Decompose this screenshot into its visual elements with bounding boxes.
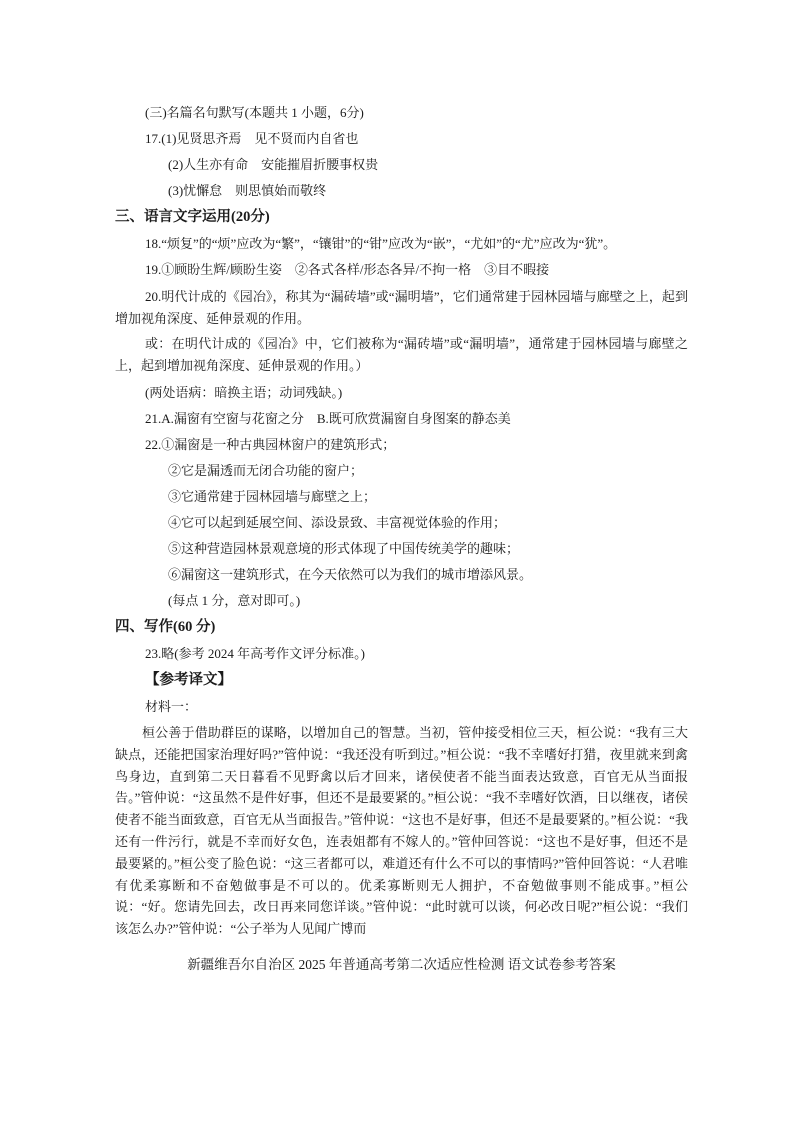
answer-17-2: (2)人生亦有命 安能摧眉折腰事权贵 bbox=[168, 157, 379, 172]
answer-17-3: (3)忧懈怠 则思慎始而敬终 bbox=[168, 183, 327, 198]
answer-20-alternative: 或：在明代计成的《园冶》中，它们被称为“漏砖墙”或“漏明墙”，通常建于园林园墙与廊壁之上，起到增加视角深度、延伸景观的作用。） bbox=[115, 336, 688, 373]
answer-22-item-2: ②它是漏透而无闭合功能的窗户； bbox=[168, 463, 364, 478]
section-header-writing: 四、写作(60 分) bbox=[115, 619, 216, 635]
section-header-language-use: 三、语言文字运用(20分) bbox=[115, 209, 270, 225]
answer-22-item-5: ⑤这种营造园林景观意境的形式体现了中国传统美学的趣味； bbox=[168, 541, 520, 556]
answer-23: 23.略(参考 2024 年高考作文评分标准。) bbox=[145, 646, 365, 661]
answer-19: 19.①顾盼生辉/顾盼生姿 ②各式各样/形态各异/不拘一格 ③目不暇接 bbox=[145, 262, 550, 277]
answer-22-item-3: ③它通常建于园林园墙与廊壁之上； bbox=[168, 489, 377, 504]
answer-22-item-1: 22.①漏窗是一种古典园林窗户的建筑形式； bbox=[145, 437, 396, 452]
answer-17-1: 17.(1)见贤思齐焉 见不贤而内自省也 bbox=[145, 131, 359, 146]
section-header-mingju-moxie: (三)名篇名句默写(本题共 1 小题，6分) bbox=[145, 105, 364, 120]
answer-18: 18.“烦复”的“烦”应改为“繁”，“镶钳”的“钳”应改为“嵌”，“尤如”的“尤”应改为“犹”。 bbox=[145, 236, 617, 251]
answer-21: 21.A.漏窗有空窗与花窗之分 B.既可欣赏漏窗自身图案的静态美 bbox=[145, 411, 511, 426]
answer-22-item-4: ④它可以起到延展空间、添设景致、丰富视觉体验的作用； bbox=[168, 515, 507, 530]
answer-20-note: (两处语病：暗换主语；动词残缺。) bbox=[145, 385, 343, 400]
footer-document-title: 新疆维吾尔自治区 2025 年普通高考第二次适应性检测 语文试卷参考答案 bbox=[187, 956, 616, 972]
answer-22-item-6: ⑥漏窗这一建筑形式，在今天依然可以为我们的城市增添风景。 bbox=[168, 567, 533, 582]
answer-20-main: 20.明代计成的《园冶》，称其为“漏砖墙”或“漏明墙”，它们通常建于园林园墙与廊壁之上，起到增加视角深度、延伸景观的作用。 bbox=[115, 289, 688, 326]
material-one-label: 材料一： bbox=[145, 699, 198, 714]
translation-body-paragraph: 桓公善于借助群臣的谋略，以增加自己的智慧。当初，管仲接受相位三天，桓公说：“我有三大缺点，还能把国家治理好吗?”管仲说：“我还没有听到过。”桓公说：“我不幸嗜好打猎，夜里就来到禽鸟身边，直到第二天日暮看不见野禽以后才回来，诸侯使者不能当面表达致意，百官无从当面报告。”管仲说：“这虽然不是件好事，但还不是最要紧的。”桓公说：“我不幸嗜好饮酒，日以继夜，诸侯使者不能当面致意，百官无从当面报告。”管仲说：“这也不是好事，但还不是最要紧的。”桓公说：“我还有一件污行，就是不幸而好女色，连表姐都有不嫁人的。”管仲回答说：“这也不是好事，但还不是最要紧的。”桓公变了脸色说：“这三者都可以，难道还有什么不可以的事情吗?”管仲回答说：“人君唯有优柔寡断和不奋勉做事是不可以的。优柔寡断则无人拥护，不奋勉做事则不能成事。”桓公说：“好。您请先回去，改日再来同您详谈。”管仲说：“此时就可以谈，何必改日呢?”桓公说：“我们该怎么办?”管仲说：“公子举为人见闻广博而 bbox=[115, 725, 688, 937]
reference-translation-header: 【参考译文】 bbox=[145, 672, 232, 688]
answer-22-note: (每点 1 分，意对即可。) bbox=[168, 593, 301, 608]
